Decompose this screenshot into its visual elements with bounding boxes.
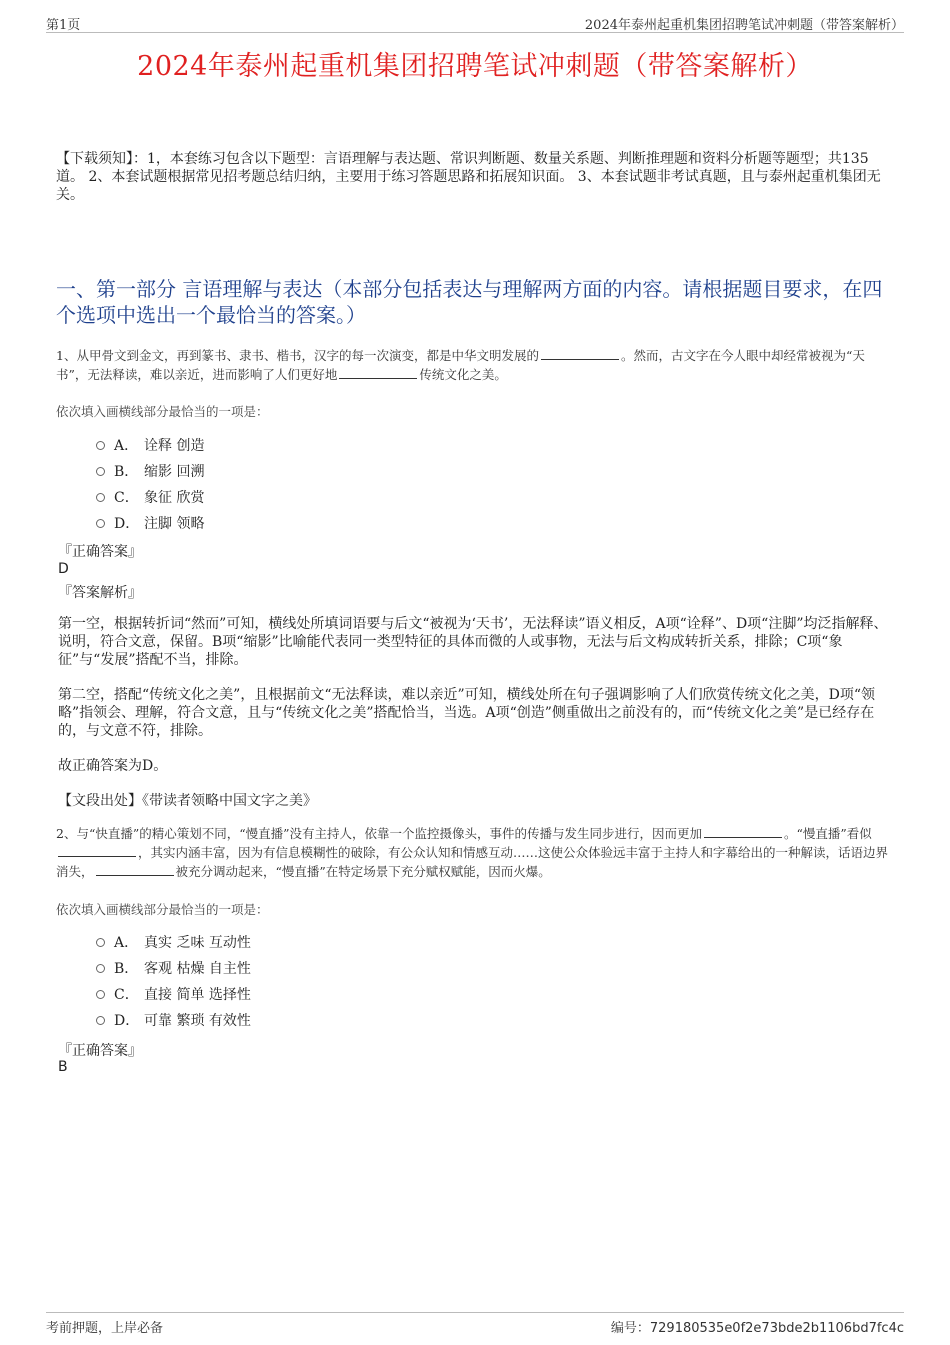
header-doc-title: 2024年泰州起重机集团招聘笔试冲刺题（带答案解析） <box>584 18 904 33</box>
document-title: 2024年泰州起重机集团招聘笔试冲刺题（带答案解析） <box>137 51 813 82</box>
question-2-options <box>96 929 251 1033</box>
blank <box>96 863 174 876</box>
blank <box>541 347 619 360</box>
question-1-text <box>56 346 892 384</box>
question-1-part-b: 。然而，古文字在今人眼中却经常被视为“天书”，无法释读，难以亲近，进而影响了人们更好地 <box>56 348 865 382</box>
option-c[interactable]: C． 象征 欣赏 <box>96 484 204 510</box>
option-a[interactable]: A． 诠释 创造 <box>96 432 204 458</box>
radio-icon[interactable] <box>96 467 105 476</box>
download-notice: 【下载须知】：1，本套练习包含以下题型：言语理解与表达题、常识判断题、数量关系题、判断推理题和资料分析题等题型；共135道。 2、本套试题根据常见招考题总结归纳，主要用于练习答题思路和拓展知识面。 3、本套试题非考试真题，且与泰州起重机集团无关。 <box>56 151 881 203</box>
radio-icon[interactable] <box>96 964 105 973</box>
section-heading: 一、第一部分 言语理解与表达（本部分包括表达与理解两方面的内容。请根据题目要求，在四个选项中选出一个最恰当的答案。） <box>56 277 883 327</box>
question-2-part-d: 被充分调动起来，“慢直播”在特定场景下充分赋权赋能，因而火爆。 <box>175 864 551 879</box>
question-2-part-a: 2、与“快直播”的精心策划不同，“慢直播”没有主持人，依靠一个监控摄像头，事件的传播与发生同步进行，因而更加 <box>56 826 703 841</box>
answer-label: 『正确答案』 <box>58 1043 142 1059</box>
question-2-part-b: 。“慢直播”看似 <box>784 826 872 841</box>
radio-icon[interactable] <box>96 493 105 502</box>
answer-label: 『正确答案』 <box>58 544 142 560</box>
page-footer <box>46 1312 904 1335</box>
question-2-prompt: 依次填入画横线部分最恰当的一项是： <box>56 902 269 917</box>
radio-icon[interactable] <box>96 1016 105 1025</box>
question-1-prompt: 依次填入画横线部分最恰当的一项是： <box>56 404 269 419</box>
document-id: 编号：729180535e0f2e73bde2b1106bd7fc4c <box>610 1321 904 1336</box>
footer-slogan: 考前押题，上岸必备 <box>46 1321 164 1336</box>
page-header <box>46 14 904 33</box>
blank <box>704 825 782 838</box>
radio-icon[interactable] <box>96 441 105 450</box>
passage-source: 【文段出处】《带读者领略中国文字之美》 <box>58 793 317 809</box>
option-d[interactable]: D． 注脚 领略 <box>96 510 204 536</box>
blank <box>339 366 417 379</box>
option-b[interactable]: B． 缩影 回溯 <box>96 458 204 484</box>
analysis-paragraph-1: 第一空，根据转折词“然而”可知，横线处所填词语要与后文“被视为‘天书’，无法释读”语义相反，A项“诠释”、D项“注脚”均泛指解释、说明，符合文意，保留。B项“缩影”比喻能代表同一类型特征的具体而微的人或事物，无法与后文构成转折关系，排除；C项“象征”与“发展”搭配不当，排除。 <box>58 616 888 668</box>
option-a[interactable]: A． 真实 乏味 互动性 <box>96 929 251 955</box>
question-1-options <box>96 432 204 536</box>
option-c[interactable]: C． 直接 简单 选择性 <box>96 981 251 1007</box>
answer-value: B <box>58 1059 68 1075</box>
radio-icon[interactable] <box>96 938 105 947</box>
question-1-part-c: 传统文化之美。 <box>419 367 507 382</box>
radio-icon[interactable] <box>96 990 105 999</box>
analysis-label: 『答案解析』 <box>58 585 142 601</box>
answer-value: D <box>58 561 69 577</box>
question-2-part-c: ，其实内涵丰富，因为有信息模糊性的破除，有公众认知和情感互动……这使公众体验远丰富于主持人和字幕给出的一种解读，话语边界消失， <box>56 845 889 879</box>
page-number: 第1页 <box>46 18 81 33</box>
question-2-text <box>56 824 892 881</box>
option-d[interactable]: D． 可靠 繁琐 有效性 <box>96 1007 251 1033</box>
radio-icon[interactable] <box>96 519 105 528</box>
question-1-part-a: 1、从甲骨文到金文，再到篆书、隶书、楷书，汉字的每一次演变，都是中华文明发展的 <box>56 348 539 363</box>
option-b[interactable]: B． 客观 枯燥 自主性 <box>96 955 251 981</box>
conclusion: 故正确答案为D。 <box>58 758 168 774</box>
blank <box>58 844 136 857</box>
analysis-paragraph-2: 第二空，搭配“传统文化之美”，且根据前文“无法释读，难以亲近”可知，横线处所在句子强调影响了人们欣赏传统文化之美，D项“领略”指领会、理解，符合文意，且与“传统文化之美”搭配恰当，当选。A项“创造”侧重做出之前没有的，而“传统文化之美”是已经存在的，与文意不符，排除。 <box>58 687 876 739</box>
